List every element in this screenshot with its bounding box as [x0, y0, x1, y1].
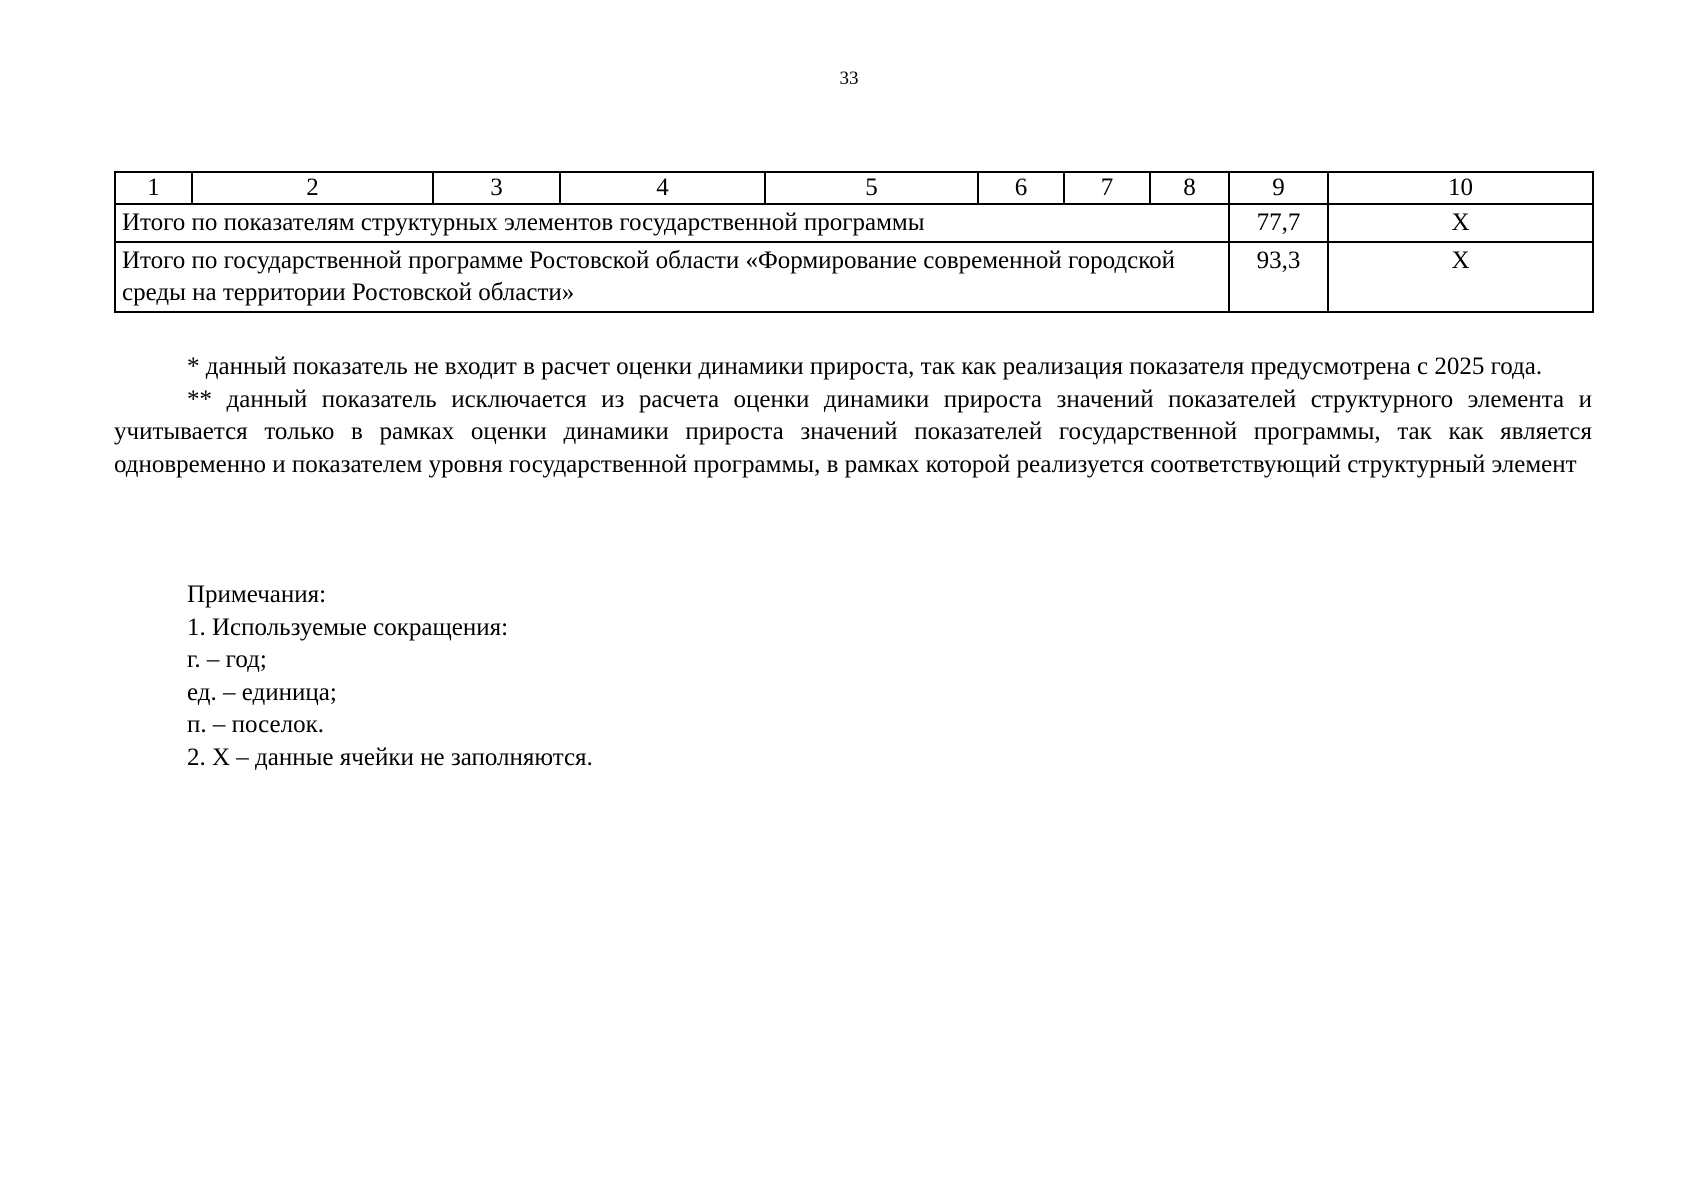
- row-value-col9: 93,3: [1229, 242, 1328, 312]
- footnote-double-asterisk: ** данный показатель исключается из расчета оценки динамики прироста значений показателей структурного элемента и учитывается только в рамках оценки динамики прироста значений показателей государственной программы, так как является одновременно и показателем уровня государственной программы, в рамках которой реализуется соответствующий структурный элемент: [114, 385, 1592, 478]
- abbreviation-item: г. – год;: [187, 646, 267, 673]
- remarks-item-abbreviations: 1. Используемые сокращения:: [187, 613, 509, 641]
- footnote-single-asterisk: * данный показатель не входит в расчет оценки динамики прироста, так как реализация показателя предусмотрена с 2025 года.: [187, 353, 1543, 380]
- table-header-cell: 5: [765, 172, 978, 204]
- row-value-col10: X: [1328, 204, 1593, 242]
- remarks-block: [187, 579, 593, 774]
- table-row: [115, 242, 1593, 312]
- row-value-col10: X: [1328, 242, 1593, 312]
- remarks-item-x: 2. X – данные ячейки не заполняются.: [187, 743, 593, 771]
- row-label: Итого по показателям структурных элементов государственной программы: [115, 204, 1229, 242]
- table-header-cell: 2: [192, 172, 433, 204]
- table-header-cell: 9: [1229, 172, 1328, 204]
- abbreviation-item: п. – поселок.: [187, 711, 324, 738]
- table-header-cell: 3: [433, 172, 560, 204]
- row-value-col9: 77,7: [1229, 204, 1328, 242]
- table-header-cell: 4: [560, 172, 765, 204]
- table-header-cell: 7: [1064, 172, 1150, 204]
- summary-table: [114, 171, 1594, 313]
- row-label: Итого по государственной программе Ростовской области «Формирование современной городской среды на территории Ростовской области»: [115, 242, 1229, 312]
- table-header-row: [115, 172, 1593, 204]
- table-header-cell: 8: [1150, 172, 1229, 204]
- table-header-cell: 6: [978, 172, 1064, 204]
- table-header-cell: 1: [115, 172, 192, 204]
- remarks-title: Примечания:: [187, 581, 327, 608]
- table-header-cell: 10: [1328, 172, 1593, 204]
- table-row: [115, 204, 1593, 242]
- abbreviation-item: ед. – единица;: [187, 678, 337, 706]
- footnotes: [114, 351, 1592, 481]
- page-number: 33: [839, 68, 859, 89]
